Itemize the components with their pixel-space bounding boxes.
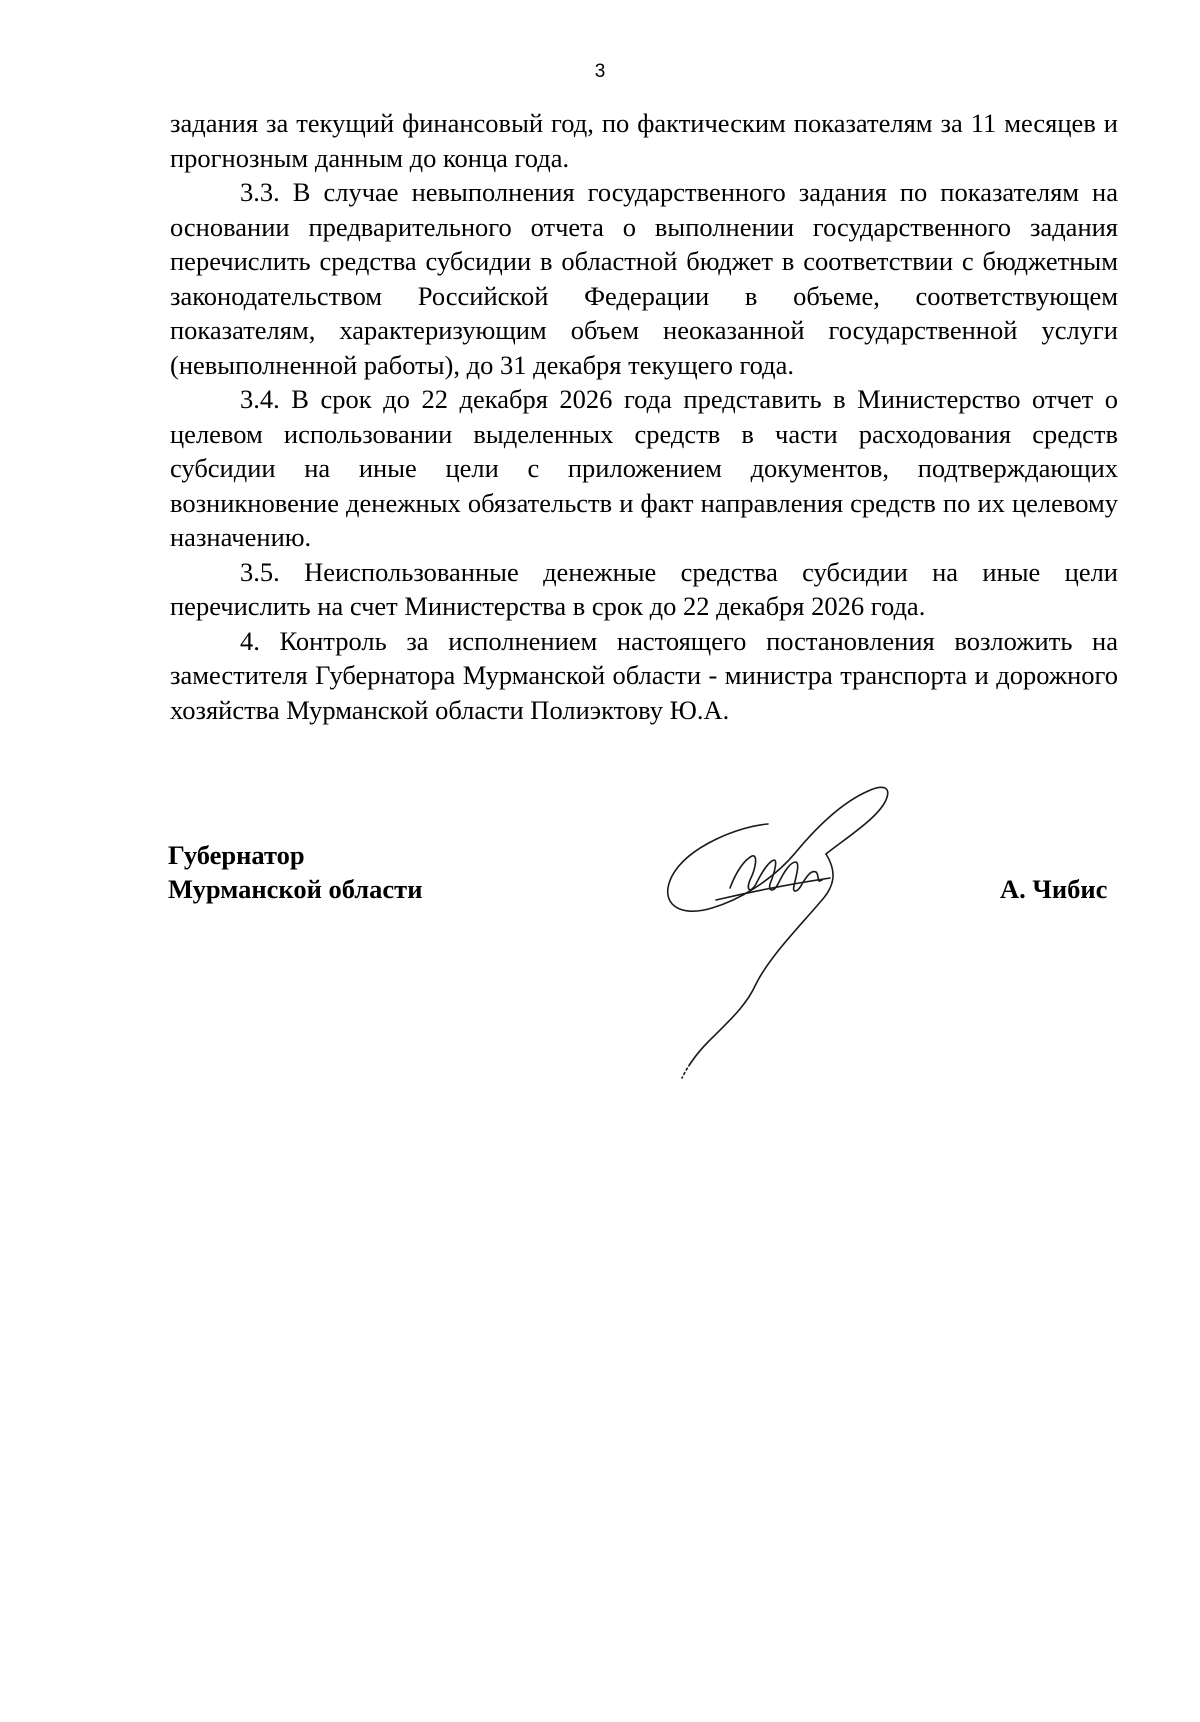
signature-loop-stroke [668,787,888,911]
paragraph-3-3: 3.3. В случае невыполнения государственного задания по показателям на основании предварительного отчета о выполнении государственного задания перечислить средства субсидии в областной бюджет в соответствии с бюджетным законодательством Российской Федерации в объеме, соответствующем показателям, характеризующим объем неоказанной государственной услуги (невыполненной работы), до 31 декабря текущего года. [170,177,1118,380]
signature-tail-stroke [690,854,833,1064]
paragraph-3-5: 3.5. Неиспользованные денежные средства субсидии на иные цели перечислить на счет Министерства в срок до 22 декабря 2026 года. [170,556,1118,621]
signatory-position [168,838,422,906]
signature-tail-faint-stroke [682,1064,690,1078]
signatory-title: Губернатор [168,840,305,870]
page-number: 3 [594,61,606,82]
document-body [170,106,1118,727]
paragraph-continuation: задания за текущий финансовый год, по фактическим показателям за 11 месяцев и прогнозным данным до конца года. [170,108,1118,173]
signature-letters-stroke [730,856,822,891]
paragraph-3-4: 3.4. В срок до 22 декабря 2026 года представить в Министерство отчет о целевом использовании выделенных средств в части расходования средств субсидии на иные цели с приложением документов, подтверждающих возникновение денежных обязательств и факт направления средств по их целевому назначению. [170,384,1118,552]
signatory-name: А. Чибис [1000,874,1108,904]
signatory-region: Мурманской области [168,874,423,904]
handwritten-signature [660,780,960,1120]
paragraph-4: 4. Контроль за исполнением настоящего постановления возложить на заместителя Губернатора Мурманской области - министра транспорта и дорожного хозяйства Мурманской области Полиэктову Ю.А. [170,625,1118,725]
